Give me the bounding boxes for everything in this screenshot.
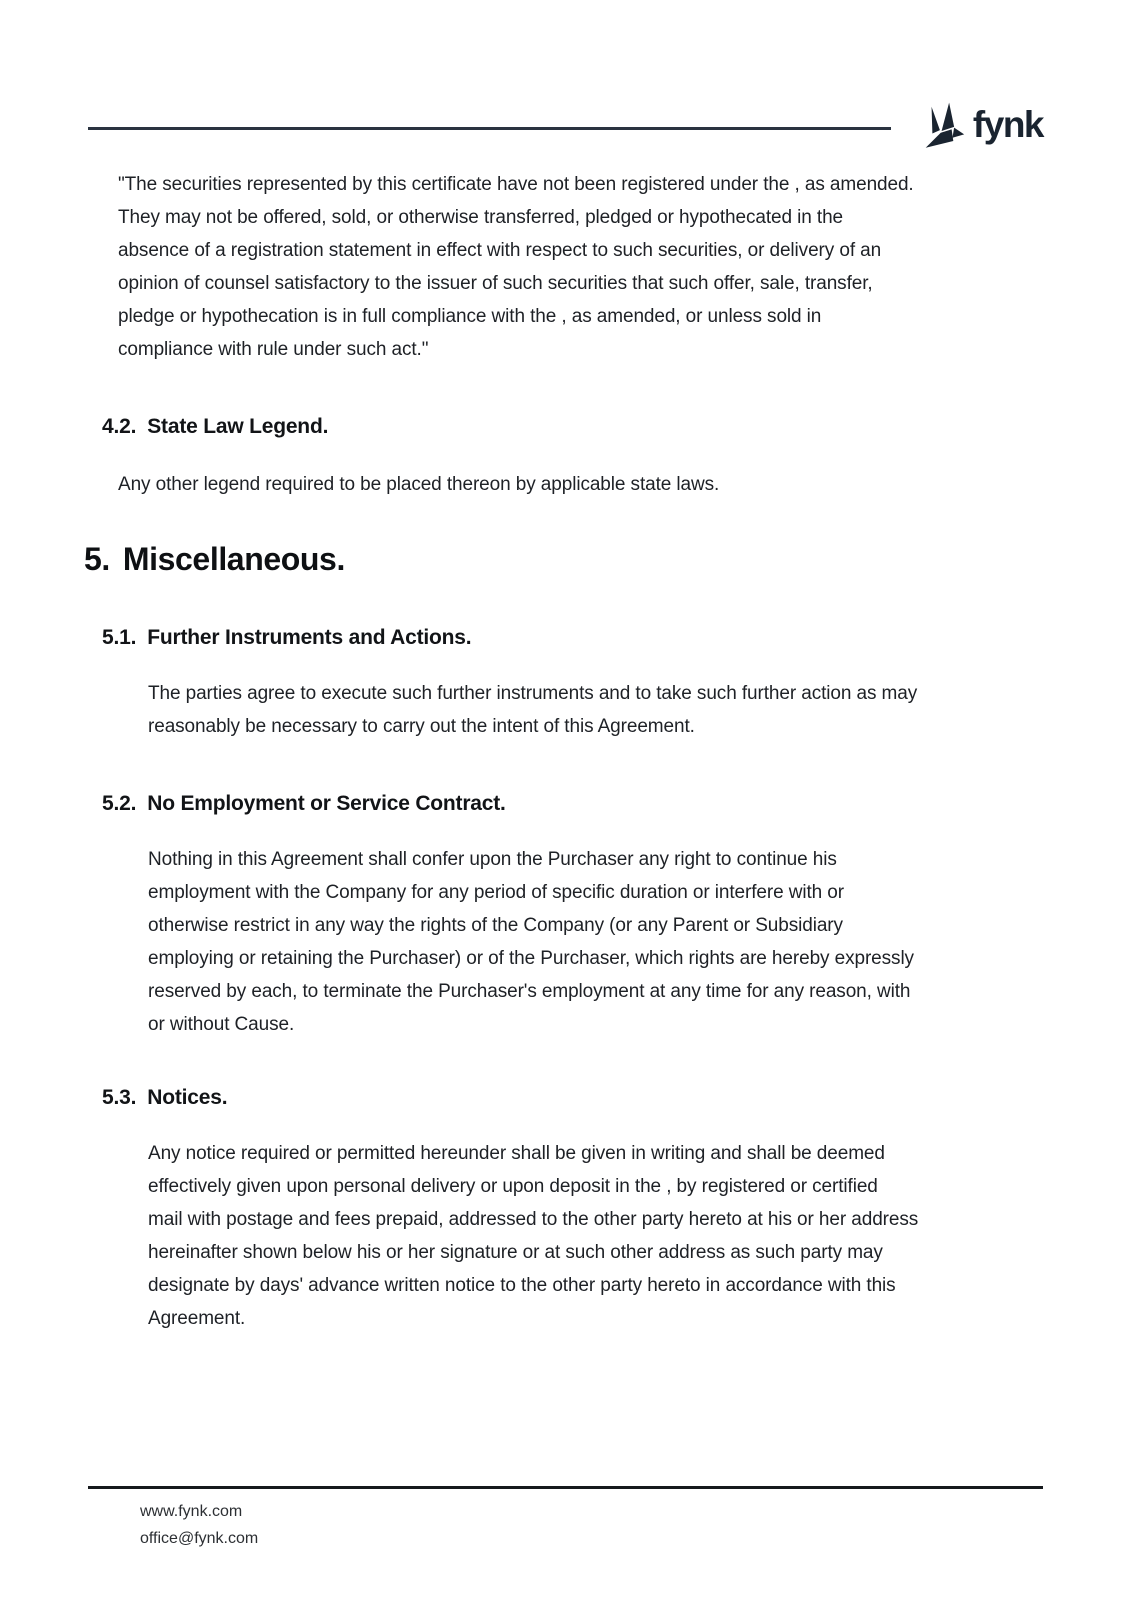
section-4-2-heading bbox=[102, 414, 1043, 440]
section-5-2-paragraph: Nothing in this Agreement shall confer upon the Purchaser any right to continue his employment with the Company for any period of specific duration or interfere with or otherwise restrict in any way the rights of the Company (or any Parent or Subsidiary employing or retaining the Purchaser) or of the Purchaser, which rights are hereby expressly reserved by each, to terminate the Purchaser's employment at any time for any reason, with or without Cause. bbox=[148, 849, 914, 1035]
fynk-logo bbox=[919, 101, 1043, 151]
section-5-3-heading bbox=[102, 1085, 1043, 1111]
section-5-1-title: Further Instruments and Actions. bbox=[147, 626, 472, 649]
section-5-2-heading bbox=[102, 791, 1043, 817]
section-5-1-heading bbox=[102, 625, 1043, 651]
section-5-1-number: 5.1. bbox=[102, 626, 137, 649]
section-5-3-number: 5.3. bbox=[102, 1086, 137, 1109]
section-5-title: Miscellaneous. bbox=[122, 541, 345, 577]
document-body bbox=[0, 168, 1131, 1335]
footer-contact-block bbox=[140, 1498, 1043, 1552]
section-4-2-number: 4.2. bbox=[102, 415, 137, 438]
footer-website: www.fynk.com bbox=[140, 1503, 243, 1520]
page-header bbox=[0, 100, 1131, 152]
section-5-2-title: No Employment or Service Contract. bbox=[147, 792, 506, 815]
section-4-2-paragraph: Any other legend required to be placed thereon by applicable state laws. bbox=[118, 474, 720, 495]
section-5-2-number: 5.2. bbox=[102, 792, 137, 815]
section-5-3-title: Notices. bbox=[147, 1086, 228, 1109]
section-5-number: 5. bbox=[84, 541, 110, 577]
footer-email: office@fynk.com bbox=[140, 1530, 259, 1547]
securities-legend-paragraph: "The securities represented by this certificate have not been registered under the , as amended. They may not be offered, sold, or otherwise transferred, pledged or hypothecated in the absence of a registration statement in effect with respect to such securities, or delivery of an opinion of counsel satisfactory to the issuer of such securities that such offer, sale, transfer, pledge or hypothecation is in full compliance with the , as amended, or unless sold in compliance with rule under such act." bbox=[118, 174, 914, 360]
fynk-logo-text: fynk bbox=[972, 103, 1043, 145]
header-divider-line bbox=[88, 127, 891, 130]
origami-crane-icon bbox=[919, 101, 965, 151]
page-footer bbox=[88, 1486, 1043, 1552]
section-5-3-paragraph: Any notice required or permitted hereunder shall be given in writing and shall be deemed effectively given upon personal delivery or upon deposit in the , by registered or certified mail with postage and fees prepaid, addressed to the other party hereto at his or her address hereinafter shown below his or her signature or at such other address as such party may designate by days' advance written notice to the other party hereto in accordance with this Agreement. bbox=[148, 1143, 919, 1329]
section-5-heading bbox=[84, 539, 1043, 579]
section-4-2-title: State Law Legend. bbox=[147, 415, 329, 438]
section-5-1-paragraph: The parties agree to execute such further instruments and to take such further action as may reasonably be necessary to carry out the intent of this Agreement. bbox=[148, 683, 918, 737]
footer-divider-line bbox=[88, 1486, 1043, 1489]
